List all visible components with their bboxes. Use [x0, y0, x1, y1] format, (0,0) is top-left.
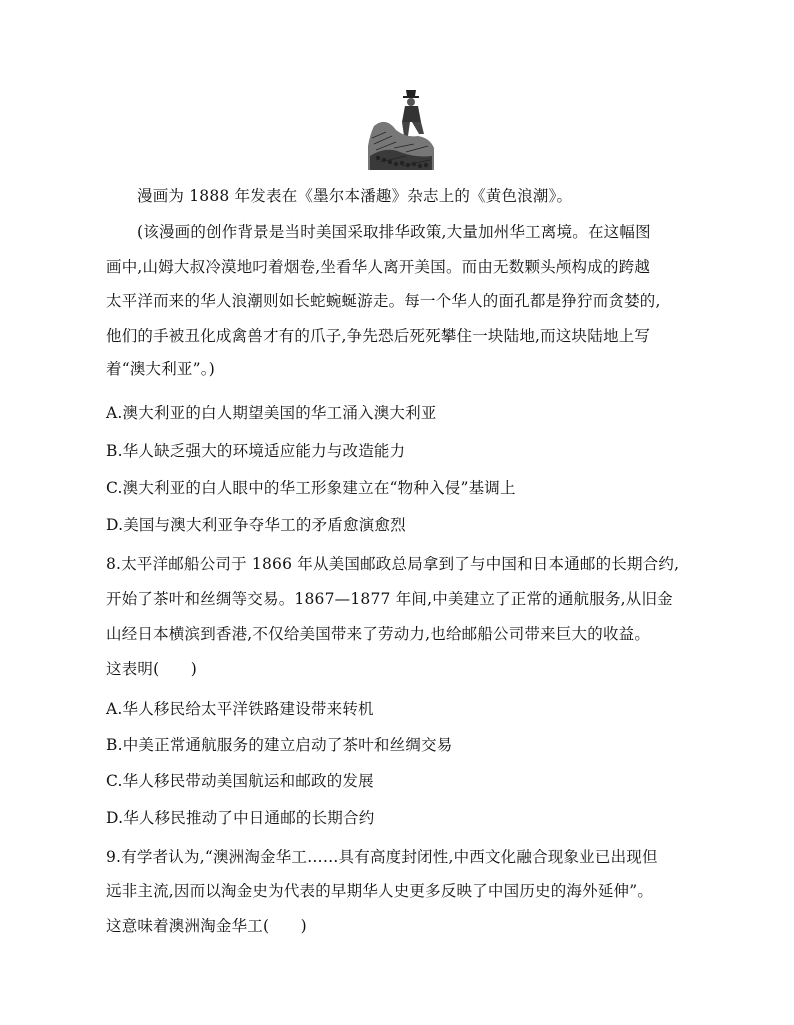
- cartoon-illustration: [366, 86, 436, 170]
- option-a: A.澳大利亚的白人期望美国的华工涌入澳大利亚: [106, 404, 437, 422]
- background-line: 画中,山姆大叔冷漠地叼着烟卷,坐看华人离开美国。而由无数颗头颅构成的跨越: [106, 258, 651, 276]
- option-a: A.华人移民给太平洋铁路建设带来转机: [106, 700, 374, 718]
- option-b: B.中美正常通航服务的建立启动了茶叶和丝绸交易: [106, 736, 453, 754]
- question-9-stem: 9.有学者认为,“澳洲淘金华工……具有高度封闭性,中西文化融合现象业已出现但: [106, 848, 658, 866]
- option-d: D.美国与澳大利亚争夺华工的矛盾愈演愈烈: [106, 516, 406, 534]
- question-8-stem: 山经日本横滨到香港,不仅给美国带来了劳动力,也给邮船公司带来巨大的收益。: [106, 625, 651, 643]
- background-line: 他们的手被丑化成禽兽才有的爪子,争先恐后死死攀住一块陆地,而这块陆地上写: [106, 327, 651, 345]
- option-d: D.华人移民推动了中日通邮的长期合约: [106, 809, 375, 827]
- question-9-stem: 这意味着澳洲淘金华工( ): [106, 917, 307, 935]
- option-c: C.澳大利亚的白人眼中的华工形象建立在“物种入侵”基调上: [106, 479, 516, 497]
- option-b: B.华人缺乏强大的环境适应能力与改造能力: [106, 442, 406, 460]
- question-8-stem: 8.太平洋邮船公司于 1866 年从美国邮政总局拿到了与中国和日本通邮的长期合约,: [106, 555, 680, 573]
- question-9-stem: 远非主流,因而以淘金史为代表的早期华人史更多反映了中国历史的海外延伸”。: [106, 882, 654, 900]
- question-8-stem: 这表明( ): [106, 660, 197, 678]
- background-line: 太平洋而来的华人浪潮则如长蛇蜿蜒游走。每一个华人的面孔都是狰狞而贪婪的,: [106, 292, 661, 310]
- background-line: (该漫画的创作背景是当时美国采取排华政策,大量加州华工离境。在这幅图: [137, 223, 651, 241]
- cartoon-caption: 漫画为 1888 年发表在《墨尔本潘趣》杂志上的《黄色浪潮》。: [137, 187, 573, 205]
- question-8-stem: 开始了茶叶和丝绸等交易。1867—1877 年间,中美建立了正常的通航服务,从旧金: [106, 590, 673, 608]
- option-c: C.华人移民带动美国航运和邮政的发展: [106, 772, 374, 790]
- background-line: 着“澳大利亚”。): [106, 360, 215, 378]
